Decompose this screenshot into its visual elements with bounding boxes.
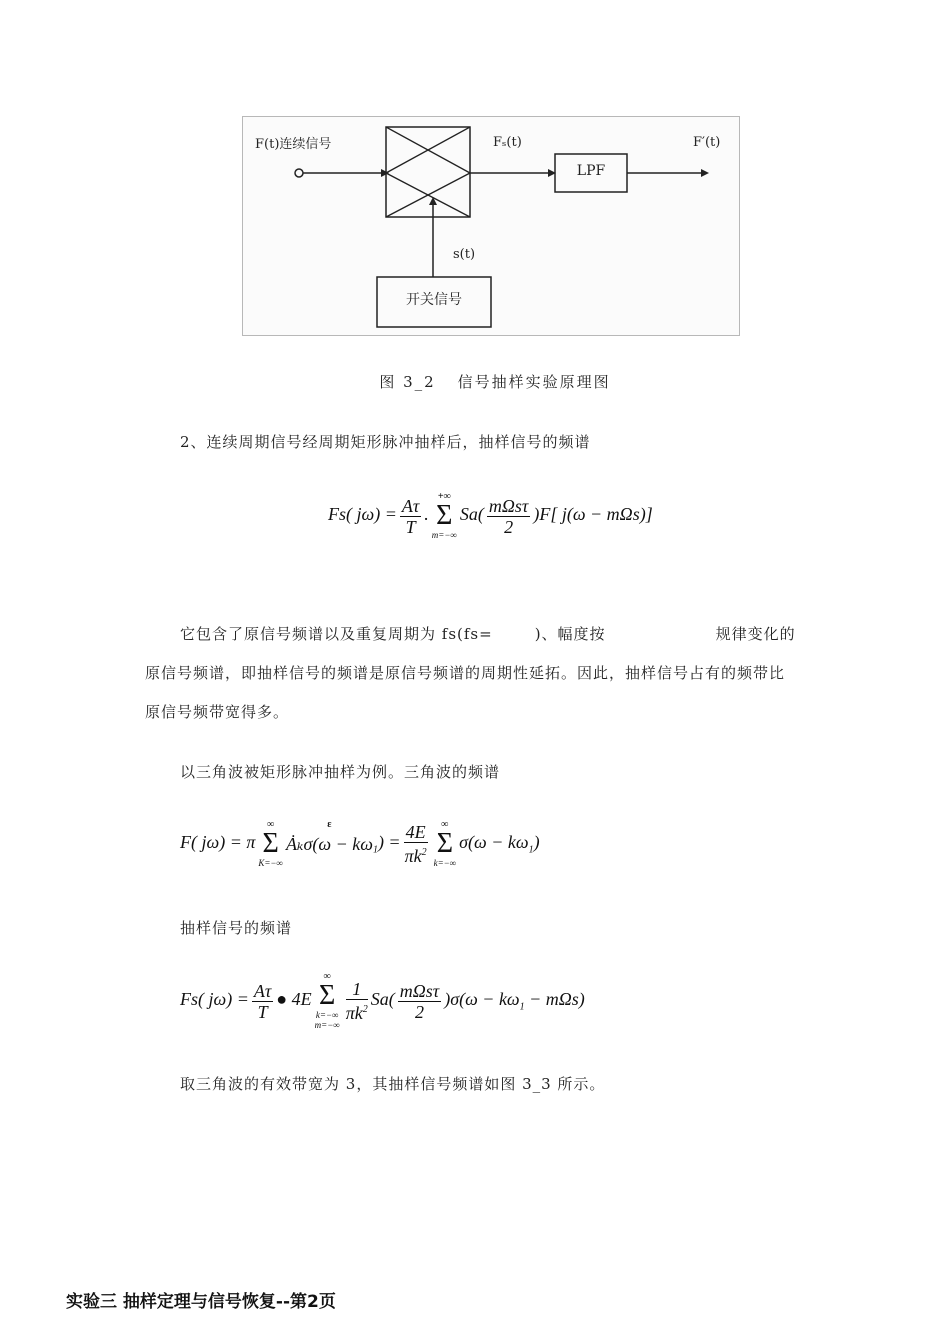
f3-frac-2 <box>346 979 368 1023</box>
f1-sa-num: mΩsτ <box>488 495 529 516</box>
f2-a-term <box>286 820 373 868</box>
formula-triangle-spectrum <box>180 820 540 868</box>
f2-frac <box>404 822 428 866</box>
f3-tail: )σ(ω − kω <box>444 989 520 1010</box>
figure-title: 信号抽样实验原理图 <box>457 373 611 391</box>
f2-sum-2 <box>434 820 457 868</box>
sampling-block-diagram <box>242 116 740 336</box>
output-signal-label: F′(t) <box>693 135 721 150</box>
f2-sum2-bot: k=−∞ <box>433 858 457 868</box>
input-signal-label: F(t)连续信号 <box>255 137 332 152</box>
f3-sum-top: ∞ <box>323 971 331 982</box>
f3-sigma: Σ <box>319 980 336 1011</box>
switch-box-label: 开关信号 <box>406 292 462 308</box>
f3-sum-bot-1: k=−∞ <box>315 1010 339 1020</box>
f2-tail-sub: 1 <box>528 844 534 856</box>
f2-sigma-2: Σ <box>436 828 453 859</box>
figure-caption <box>0 371 950 392</box>
f2-sum2-top: ∞ <box>441 819 449 830</box>
switch-signal-name: s(t) <box>453 247 476 262</box>
f3-sa-den: 2 <box>414 1001 424 1022</box>
f2-a-sub: 1 <box>372 844 378 856</box>
paragraph-4: 抽样信号的频谱 <box>180 919 293 937</box>
f3-frac2-den <box>346 1000 368 1023</box>
paragraph-1: 2、连续周期信号经周期矩形脉冲抽样后，抽样信号的频谱 <box>180 433 591 451</box>
f1-frac-den: T <box>405 516 416 537</box>
p2-line1-part-b: )、幅度按 <box>534 625 606 643</box>
f1-sum-bot: m=−∞ <box>431 530 457 540</box>
formula-sampled-triangle-spectrum <box>180 972 585 1030</box>
input-terminal <box>295 169 303 177</box>
figure-number: 图 3_2 <box>379 373 436 391</box>
f3-mid: ● 4E <box>276 989 312 1010</box>
f3-sa-frac <box>398 981 441 1022</box>
f1-sum <box>432 492 457 540</box>
f3-tail-sub: 1 <box>519 1001 525 1013</box>
f2-frac-den-base: πk <box>404 846 422 866</box>
f3-frac2-num: 1 <box>346 979 368 1000</box>
f1-frac <box>400 496 421 537</box>
multiplier-block <box>386 127 470 217</box>
f1-sa-frac <box>487 496 530 537</box>
sampled-signal-label: Fₛ(t) <box>493 135 522 150</box>
formula-sampled-spectrum <box>328 492 653 540</box>
lpf-label: LPF <box>576 163 606 179</box>
f2-tail-end: ) <box>533 832 540 853</box>
f3-frac-den: T <box>257 1001 268 1022</box>
f2-a-top: ε <box>327 819 332 830</box>
p2-line1-part-a: 它包含了原信号频谱以及重复周期为 fs(fs= <box>180 625 493 643</box>
f3-frac2-den-base: πk <box>345 1003 363 1023</box>
f2-frac-den <box>404 843 428 866</box>
f3-tail-end: − mΩs) <box>524 989 585 1010</box>
paragraph-2-line-3: 原信号频带宽得多。 <box>145 703 290 721</box>
p2-line1-part-c: 规律变化的 <box>715 625 796 643</box>
f2-eq: ) = <box>377 832 401 853</box>
f2-sum-1 <box>258 820 283 868</box>
f2-tail: σ(ω − kω <box>459 832 529 853</box>
f1-tail: )F[ j(ω − mΩs)] <box>533 504 653 525</box>
paragraph-2-line-2: 原信号频谱，即抽样信号的频谱是原信号频谱的周期性延拓。因此，抽样信号占有的频带比 <box>145 664 786 682</box>
f2-frac-num: 4E <box>405 822 426 842</box>
f3-sum-bot-2: m=−∞ <box>314 1020 340 1030</box>
f3-frac <box>252 981 273 1022</box>
f3-sa: Sa( <box>370 989 395 1010</box>
f2-lhs: F( jω) = π <box>180 832 256 853</box>
f3-sum <box>315 972 340 1030</box>
f1-lhs: Fs( jω) = <box>328 504 397 525</box>
f3-sa-num: mΩsτ <box>399 980 440 1001</box>
f2-sum1-bot: K=−∞ <box>258 858 283 868</box>
f2-sigma-1: Σ <box>262 828 279 859</box>
paragraph-3: 以三角波被矩形脉冲抽样为例。三角波的频谱 <box>180 763 501 781</box>
input-arrowhead <box>381 169 389 177</box>
paragraph-2-line-1 <box>180 623 796 644</box>
f2-a-body: Ȧₖσ(ω − kω <box>285 834 373 854</box>
f1-frac-num: Aτ <box>401 495 420 516</box>
f1-sigma: Σ <box>436 500 453 531</box>
f3-frac2-den-sup: 2 <box>362 1004 368 1015</box>
f2-frac-den-sup: 2 <box>421 847 427 858</box>
f1-sum-top: +∞ <box>437 491 451 502</box>
paragraph-5: 取三角波的有效带宽为 3，其抽样信号频谱如图 3_3 所示。 <box>180 1075 606 1093</box>
f3-lhs: Fs( jω) = <box>180 989 249 1010</box>
f2-sum1-top: ∞ <box>267 819 275 830</box>
f3-frac-num: Aτ <box>253 980 272 1001</box>
f1-sa: Sa( <box>459 504 484 525</box>
page-footer: 实验三 抽样定理与信号恢复--第2页 <box>66 1292 336 1312</box>
f1-sa-den: 2 <box>504 516 514 537</box>
f1-dot: . <box>424 504 429 525</box>
